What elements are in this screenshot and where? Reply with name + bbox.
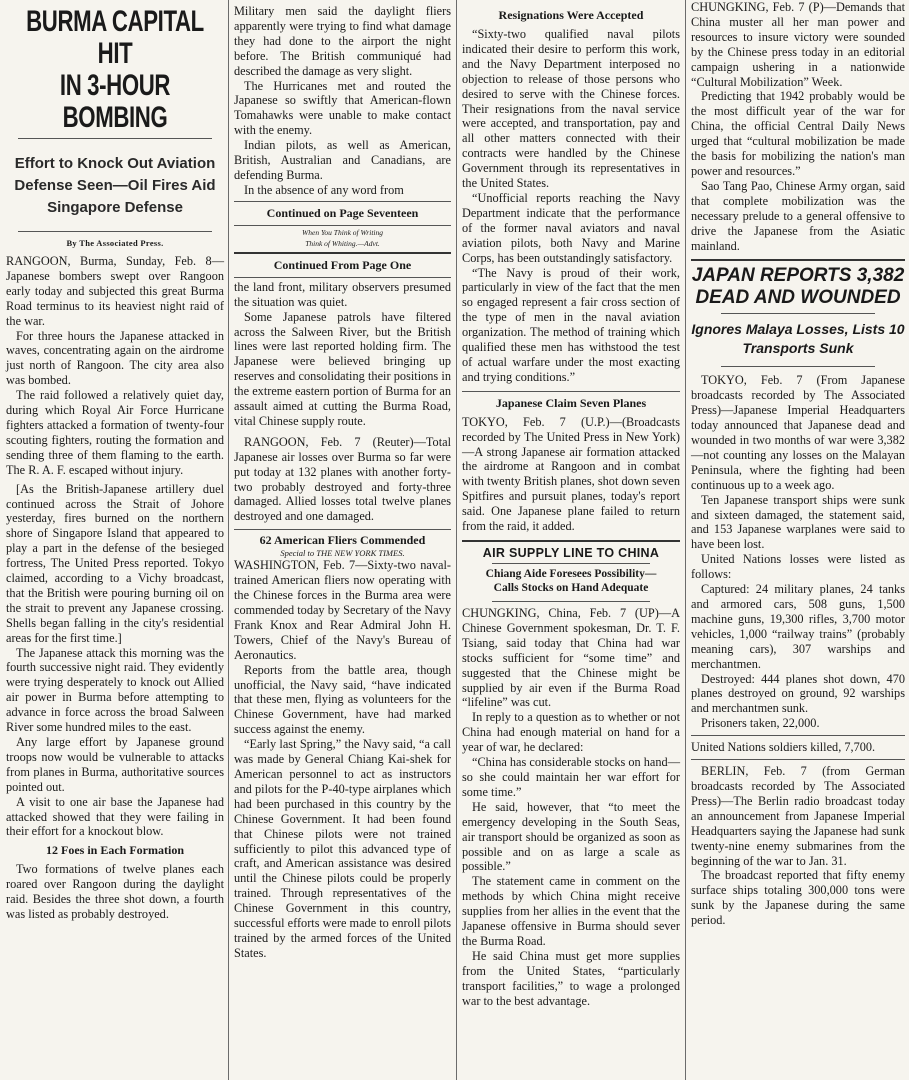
paragraph: The broadcast reported that fifty enemy surface ships totaling 300,000 tons were sunk by the Japanese during the same period. xyxy=(691,868,905,928)
column-2 xyxy=(229,0,456,1080)
paragraph: The statement came in comment on the methods by which China might receive supplies from her allies in the event that the Japanese offensive in Burma should sever the Burma Road. xyxy=(462,874,680,948)
paragraph: “Early last Spring,” the Navy said, “a call was made by General Chiang Kai-shek for American personnel to act as instructors and pilots for the P-40-type airplanes which had been purchased in this country by the Chinese Government. It had been found that Chinese pilots were not trained sufficiently to pilot this advanced type of craft, and American assistance was desired until the Chinese pilots could be properly trained. Through representatives of the Chinese Government in this country, successful efforts were made to enroll pilots trained by the armed forces of the United States. xyxy=(234,737,451,960)
section-deck-line-1: Chiang Aide Foresees Possibility— xyxy=(485,568,657,580)
advertisement-line-2: Think of Whiting.—Advt. xyxy=(305,238,380,248)
section-deck xyxy=(691,320,905,358)
divider xyxy=(462,540,680,542)
divider xyxy=(691,259,905,261)
divider xyxy=(721,313,875,314)
subhead: Japanese Claim Seven Planes xyxy=(495,395,647,410)
paragraph: “Sixty-two qualified naval pilots indicated their desire to perform this work, and the Navy Department interposed no objection to release of those persons who desired to serve with the Chinese forces. Their resignations from the naval service were accepted, and transportation, pay and all other matters connected with their contracts were handled by the Chinese Government through its representatives in the United States. xyxy=(462,27,680,191)
paragraph: The Hurricanes met and routed the Japanese so swiftly that American-flown Tomahawks were unable to make contact with the enemy. xyxy=(234,78,451,138)
main-headline xyxy=(14,6,217,134)
paragraph: Captured: 24 military planes, 24 tanks and armored cars, 508 guns, 1,500 machine guns, 19,300 rifles, 3,700 motor vehicles, 1,000 “railway trains” (probably meaning cars), 307 warships and merchantmen. xyxy=(691,582,905,671)
divider xyxy=(234,277,451,278)
paragraph: Prisoners taken, 22,000. xyxy=(701,716,820,731)
paragraph: Ten Japanese transport ships were sunk and sixteen damaged, the statement said, and 153 Japanese warplanes were said to have been lost. xyxy=(691,492,905,552)
paragraph: In the absence of any word from xyxy=(244,182,404,197)
paragraph: “China has considerable stocks on hand—so she could maintain her war effort for some time.” xyxy=(462,755,680,799)
main-headline-line-2: IN 3-HOUR BOMBING xyxy=(59,69,171,134)
section-deck-line-1: Ignores Malaya Losses, Lists 10 xyxy=(691,321,905,338)
paragraph: He said China must get more supplies from the United States, “particularly transport facilities,” to wage a prolonged war to the best advantage. xyxy=(462,948,680,1008)
main-deck-line-2: Defense Seen—Oil Fires Aid xyxy=(14,177,216,194)
paragraph: Indian pilots, as well as American, British, Australian and Canadians, are defending Burma. xyxy=(234,138,451,182)
special-credit: Special to THE NEW YORK TIMES. xyxy=(280,548,405,559)
paragraph: In reply to a question as to whether or not China had enough material on hand for a year of war, he declared: xyxy=(462,710,680,755)
divider xyxy=(492,601,650,602)
paragraph: The Japanese attack this morning was the fourth successive night raid. They evidently were trying desperately to knock out Allied air power in Burma before attempting to advance in force across the broad Salween River some hundred miles to the east. xyxy=(6,645,224,735)
divider xyxy=(234,252,451,254)
paragraph: The raid followed a relatively quiet day, during which Royal Air Force Hurricane fighters attacked a formation of twenty-four scouting fighters, routing the formation and sending three of them flaming to the earth. The R. A. F. escaped without injury. xyxy=(6,388,224,477)
subhead: 12 Foes in Each Formation xyxy=(46,843,184,858)
divider xyxy=(691,759,905,760)
paragraph: CHUNGKING, China, Feb. 7 (UP)—A Chinese Government spokesman, Dr. T. F. Tsiang, said today that China had war stocks sufficient for “some time” and suggested that the Chinese might be supplied by air even if the Burma Road “lifeline” was cut. xyxy=(462,606,680,710)
divider xyxy=(234,529,451,530)
paragraph: “Unofficial reports reaching the Navy Department indicate that the performance of the former naval aviators and naval aviation pilots, both Navy and Marine Corps, has been outstandingly satisfactory. xyxy=(462,190,680,265)
paragraph: Predicting that 1942 probably would be the most difficult year of the war for China, the official Central Daily News urged that “cultural mobilization be made the basis for mobilizing the nation's man power and resources.” xyxy=(691,89,905,178)
paragraph: Some Japanese patrols have filtered across the Salween River, but the British lines were last reported holding firm. The Japanese were believed bringing up reserves and consolidating their positions in the extreme eastern portion of Burma for an assault aimed at cutting the Burma Road, vital Chinese supply route. xyxy=(234,309,451,428)
paragraph: Two formations of twelve planes each roared over Rangoon during the daylight raid. Besides the three shot down, a fourth was listed as probably destroyed. xyxy=(6,862,224,922)
paragraph: [As the British-Japanese artillery duel continued across the Strait of Johore yesterday, fires burned on the northern shore of Singapore Island that appeared to play a part in the defense of the besieged fortress, The United Press reported. Tokyo claimed, according to a Vichy broadcast, that the British were pouring burning oil on the strait to prevent any Japanese crossing. Shells began falling in the city's residential areas for the first time.] xyxy=(6,481,224,645)
main-deck xyxy=(6,153,224,219)
main-deck-line-3: Singapore Defense xyxy=(47,199,183,216)
paragraph: the land front, military observers presumed the situation was quiet. xyxy=(234,279,451,309)
section-deck-line-2: Transports Sunk xyxy=(742,340,854,357)
divider xyxy=(462,391,680,392)
paragraph: United Nations losses were listed as follows: xyxy=(691,552,905,582)
divider xyxy=(234,225,451,226)
paragraph: Destroyed: 444 planes shot down, 470 planes destroyed on ground, 92 warships and merchantmen sunk. xyxy=(691,671,905,716)
section-deck-line-2: Calls Stocks on Hand Adequate xyxy=(493,582,649,594)
divider xyxy=(721,366,875,367)
paragraph: He said, however, that “to meet the emergency developing in the South Seas, air transport should be organized as soon as possible and on as large a scale as possible.” xyxy=(462,799,680,874)
section-headline-line-2: DEAD AND WOUNDED xyxy=(695,287,901,309)
divider xyxy=(691,735,905,736)
paragraph: For three hours the Japanese attacked in waves, concentrating again on the airdrome just north of Rangoon. The city area also was bombed. xyxy=(6,328,224,388)
divider xyxy=(234,201,451,202)
paragraph: TOKYO, Feb. 7 (From Japanese broadcasts recorded by The Associated Press)—Japanese Imperial Headquarters today announced that Japanese dead and wounded in two months of war were 3,382—not counting any losses on the Malayan Peninsula, where the fighting had been continuous up to a week ago. xyxy=(691,373,905,492)
section-headline xyxy=(691,265,905,309)
subhead: Resignations Were Accepted xyxy=(498,8,644,22)
paragraph: Sao Tang Pao, Chinese Army organ, said that complete mobilization was the necessary prelude to a general offensive to drive the Japanese from the Asiatic mainland. xyxy=(691,178,905,253)
paragraph: TOKYO, Feb. 7 (U.P.)—(Broadcasts recorded by The United Press in New York)—A strong Japanese air formation attacked the airdrome at Rangoon and in combat with twenty British planes, shot down seven Spitfires and pursuit planes, today's report said. One Japanese plane failed to return from the raid, it added. xyxy=(462,414,680,534)
section-deck xyxy=(462,567,680,595)
byline: By The Associated Press. xyxy=(66,238,164,248)
paragraph: A visit to one air base the Japanese had attacked showed that they were failing in their effort for a knockout blow. xyxy=(6,794,224,839)
divider xyxy=(18,138,212,139)
paragraph: RANGOON, Burma, Sunday, Feb. 8—Japanese bombers swept over Rangoon early today and subjected this great Burma Road terminus to its heaviest night raid of the war. xyxy=(6,254,224,328)
subhead: 62 American Fliers Commended xyxy=(259,533,426,548)
paragraph: Military men said the daylight fliers apparently were trying to find what damage they had done to the airport the night before. The British communiqué had described the damage as very slight. xyxy=(234,4,451,78)
paragraph: Reports from the battle area, though unofficial, the Navy said, “have indicated that these men, flying as volunteers for the Chinese Government, have had marked success against the enemy. xyxy=(234,662,451,737)
advertisement-line-1: When You Think of Writing xyxy=(302,227,383,237)
section-headline-line-1: JAPAN REPORTS 3,382 xyxy=(691,265,905,287)
paragraph: RANGOON, Feb. 7 (Reuter)—Total Japanese air losses over Burma so far were put today at 132 planes with another forty-two probably destroyed and forty-three damaged. Allied losses total twelve planes destroyed and one damaged. xyxy=(234,434,451,524)
paragraph: United Nations soldiers killed, 7,700. xyxy=(691,740,876,755)
paragraph: CHUNGKING, Feb. 7 (P)—Demands that China muster all her man power and resources to insure victory were sounded by the Chinese press today in an editorial campaign ushering in a nationwide “Cultural Mobilization” Week. xyxy=(691,0,905,89)
divider xyxy=(492,563,650,564)
continued-from-label: Continued From Page One xyxy=(273,257,412,272)
main-headline-line-1: BURMA CAPITAL HIT xyxy=(26,5,204,70)
paragraph: WASHINGTON, Feb. 7—Sixty-two naval-trained American fliers now operating with the Chinese forces in the Burma area were commended today by Secretary of the Navy Frank Knox and Rear Admiral John H. Towers, Chief of the Navy's Bureau of Aeronautics. xyxy=(234,558,451,662)
section-headline: AIR SUPPLY LINE TO CHINA xyxy=(482,546,660,560)
paragraph: Any large effort by Japanese ground troops now would be vulnerable to attacks from planes in Burma, authoritative sources pointed out. xyxy=(6,735,224,794)
main-deck-line-1: Effort to Knock Out Aviation xyxy=(14,155,216,172)
paragraph: “The Navy is proud of their work, particularly in view of the fact that the men so engaged represent a fair cross section of the type of men in the naval aviation organization. The method of training which qualified these men has withstood the test of actual warfare under the most exacting and trying conditions.” xyxy=(462,265,680,384)
divider xyxy=(18,231,212,232)
column-4 xyxy=(686,0,909,1080)
paragraph: BERLIN, Feb. 7 (from German broadcasts recorded by The Associated Press)—The Berlin radio broadcast today an announcement from Japanese Imperial Headquarters saying the Japanese had sunk twenty-nine enemy submarines from the beginning of the war to Jan. 31. xyxy=(691,764,905,868)
column-3 xyxy=(457,0,685,1080)
column-1 xyxy=(0,0,228,1080)
continued-on-label: Continued on Page Seventeen xyxy=(266,205,419,220)
